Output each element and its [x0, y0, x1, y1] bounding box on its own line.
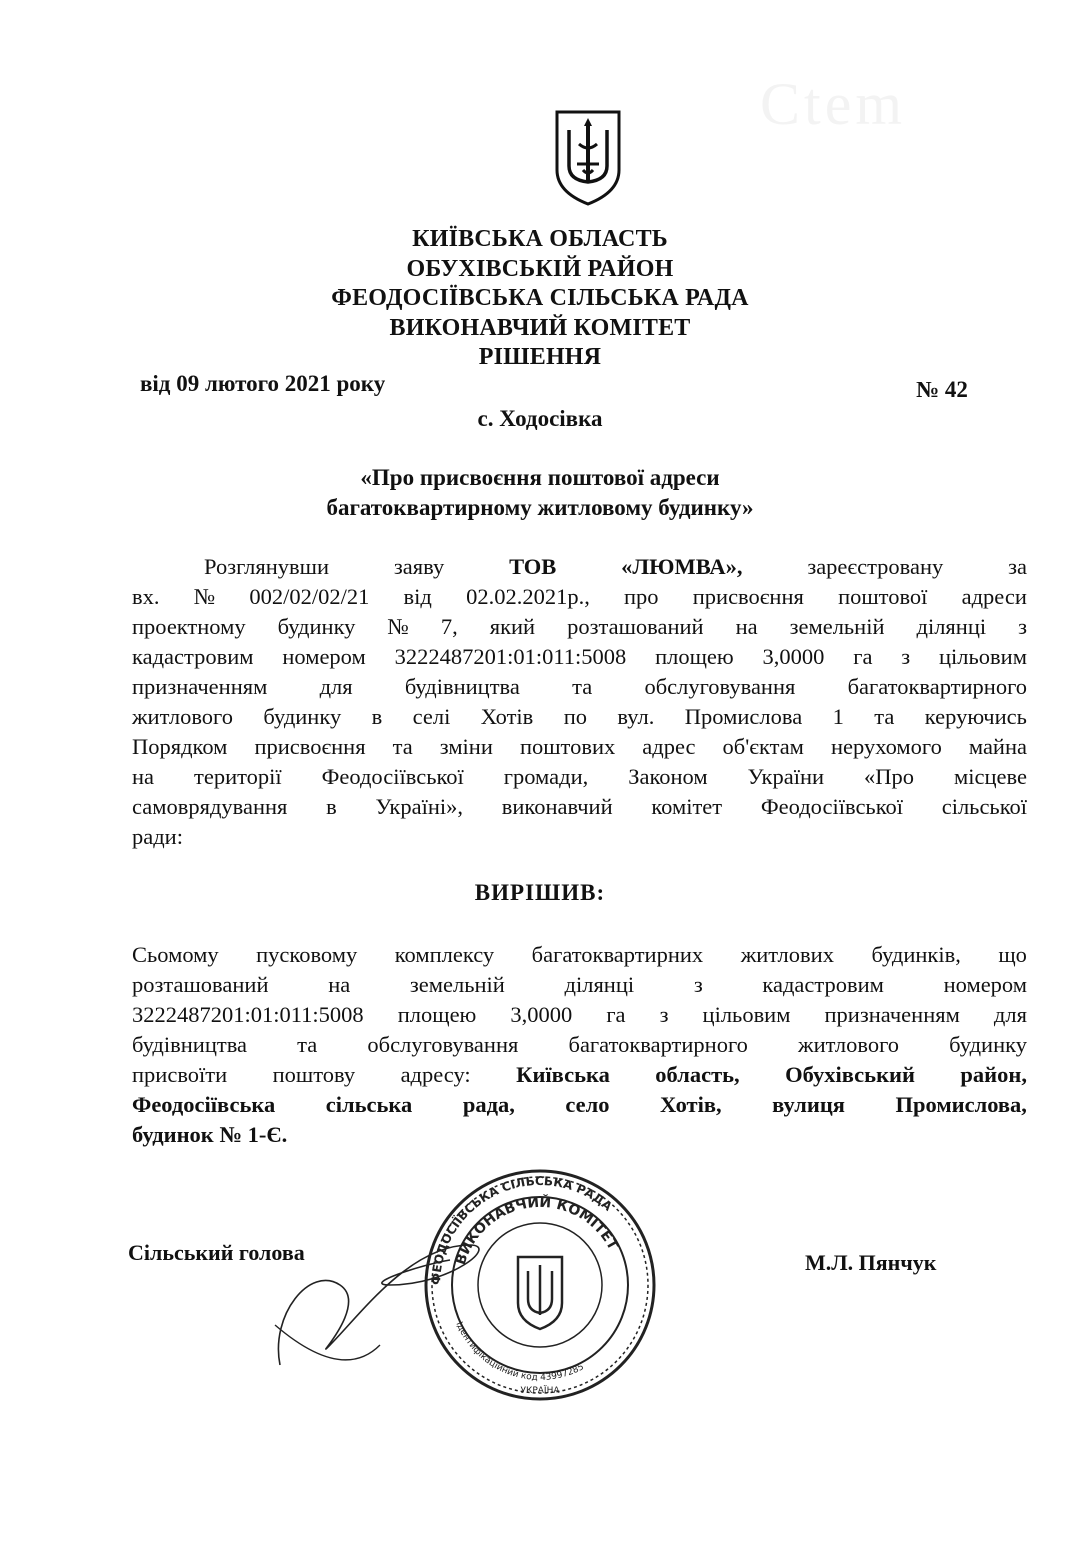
decision-number: № 42	[916, 377, 968, 402]
word: зміни	[439, 734, 493, 759]
decision-place: с. Ходосівка	[477, 406, 603, 431]
word: Феодосіївської	[760, 794, 903, 819]
resolution-paragraph	[132, 940, 1027, 1150]
signer-name: М.Л. Пянчук	[805, 1250, 937, 1275]
word: обслуговування	[644, 674, 796, 699]
document-header	[0, 225, 1080, 373]
subject-line: багатоквартирному житловому будинку»	[326, 495, 754, 520]
header-committee: ВИКОНАВЧИЙ КОМІТЕТ	[389, 314, 691, 341]
word: №	[387, 614, 409, 639]
paragraph-line	[132, 1030, 1027, 1060]
word: площею	[397, 1002, 477, 1027]
word: місцеве	[954, 764, 1027, 789]
word: Розглянувши	[204, 554, 330, 579]
word: комплексу	[394, 942, 495, 967]
word: для	[993, 1002, 1027, 1027]
stamp-emblem-icon	[518, 1257, 562, 1329]
word: будинку	[949, 1032, 1027, 1057]
decision-subject	[0, 463, 1080, 523]
word: вулиця	[772, 1092, 845, 1117]
paragraph-line	[132, 762, 1027, 792]
handwritten-signature	[270, 1225, 490, 1375]
word: район,	[960, 1062, 1027, 1087]
word: «ЛЮМВА»,	[621, 554, 743, 579]
word: присвоєння	[692, 584, 804, 609]
header-region: КИЇВСЬКА ОБЛАСТЬ	[412, 226, 668, 252]
word: на	[132, 764, 155, 789]
word: 002/02/02/21	[249, 584, 370, 609]
word: по	[563, 704, 587, 729]
word: земельній	[409, 972, 505, 997]
signer-title: Сільський голова	[128, 1240, 305, 1265]
word: та	[392, 734, 413, 759]
word: селі	[412, 704, 451, 729]
word: самоврядування	[132, 794, 288, 819]
paragraph-line	[132, 970, 1027, 1000]
word: ділянці	[564, 972, 635, 997]
word: 3222487201:01:011:5008	[394, 644, 627, 669]
word: Хотів	[480, 704, 534, 729]
word: поштову	[272, 1062, 356, 1087]
word: область,	[655, 1062, 740, 1087]
word: призначенням	[824, 1002, 960, 1027]
word: земельній	[789, 614, 885, 639]
word: та	[572, 674, 593, 699]
word: будівництва	[132, 1032, 248, 1057]
word: адреси	[961, 584, 1027, 609]
paragraph-line	[132, 582, 1027, 612]
word: розташований	[567, 614, 704, 639]
word: житлових	[740, 942, 834, 967]
word: 3,0000	[762, 644, 825, 669]
word: вул.	[617, 704, 655, 729]
word: що	[998, 942, 1027, 967]
word: призначенням	[132, 674, 268, 699]
word: для	[319, 674, 353, 699]
word: рада,	[462, 1092, 515, 1117]
decision-date: від 09 лютого 2021 року	[140, 371, 386, 396]
word: Промислова	[684, 704, 803, 729]
word: Феодосіївська	[132, 1092, 276, 1117]
word: №	[193, 584, 216, 609]
word: присвоєння	[254, 734, 366, 759]
word: на	[328, 972, 351, 997]
word: площею	[655, 644, 734, 669]
word: адресу:	[400, 1062, 471, 1087]
word: 3222487201:01:011:5008	[132, 1002, 364, 1027]
paragraph-line	[132, 1090, 1027, 1120]
word: сільської	[941, 794, 1027, 819]
header-district: ОБУХІВСЬКІЙ РАЙОН	[406, 255, 674, 282]
word: території	[194, 764, 282, 789]
word: на	[735, 614, 758, 639]
word: житлового	[798, 1032, 900, 1057]
paragraph-line	[132, 1060, 1027, 1090]
word: об'єктам	[722, 734, 804, 759]
word: виконавчий	[501, 794, 613, 819]
header-decision: РІШЕННЯ	[478, 344, 602, 370]
word: «Про	[864, 764, 915, 789]
word: Хотів,	[660, 1092, 722, 1117]
word: житлового	[132, 704, 233, 729]
paragraph-line	[132, 1000, 1027, 1030]
word: нерухомого	[830, 734, 942, 759]
stamp-outer-text: ФЕОДОСІЇВСЬКА СІЛЬСЬКА РАДА	[428, 1173, 615, 1286]
word: кадастровим	[762, 972, 884, 997]
word: зареєстровану	[807, 554, 944, 579]
word: вх.	[132, 584, 160, 609]
paragraph-line	[132, 552, 1027, 582]
word: з	[659, 1002, 669, 1027]
word: цільовим	[939, 644, 1027, 669]
word: з	[1018, 614, 1027, 639]
subject-line: «Про присвоєння поштової адреси	[360, 465, 720, 490]
stamp-code-text: Ідентифікаційний код 43997285	[453, 1320, 586, 1384]
word: в	[326, 794, 337, 819]
word: Промислова,	[895, 1092, 1027, 1117]
word: будинків,	[871, 942, 961, 967]
word: Порядком	[132, 734, 228, 759]
paragraph-line	[132, 642, 1027, 672]
paragraph-line	[132, 732, 1027, 762]
coat-of-arms-icon	[553, 108, 623, 208]
word: номером	[282, 644, 366, 669]
stamp-inner-text: ВИКОНАВЧИЙ КОМІТЕТ	[452, 1194, 621, 1267]
word: адрес	[642, 734, 696, 759]
paragraph-line: будинок № 1-Є.	[132, 1122, 288, 1147]
word: багатоквартирного	[847, 674, 1027, 699]
word: пусковому	[256, 942, 358, 967]
word: від	[403, 584, 432, 609]
word: комітет	[651, 794, 723, 819]
word: га	[853, 644, 873, 669]
word: будинку	[277, 614, 356, 639]
word: кадастровим	[132, 644, 254, 669]
word: поштової	[838, 584, 928, 609]
paragraph-line	[132, 940, 1027, 970]
paragraph-line	[132, 672, 1027, 702]
word: ділянці	[916, 614, 987, 639]
word: Україні»,	[375, 794, 464, 819]
word: громади,	[503, 764, 589, 789]
decided-heading: ВИРІШИВ:	[474, 880, 606, 905]
word: за	[1008, 554, 1027, 579]
word: з	[901, 644, 911, 669]
word: будинку	[263, 704, 342, 729]
word: 02.02.2021р.,	[466, 584, 590, 609]
word: та	[297, 1032, 318, 1057]
word: Феодосіївської	[321, 764, 464, 789]
word: який	[489, 614, 536, 639]
paragraph-line	[132, 792, 1027, 822]
word: проектному	[132, 614, 246, 639]
stamp-country-text: УКРАЇНА	[520, 1386, 560, 1396]
word: та	[874, 704, 895, 729]
word: про	[624, 584, 659, 609]
word: 3,0000	[510, 1002, 573, 1027]
word: поштових	[519, 734, 616, 759]
word: 7,	[440, 614, 458, 639]
paragraph-line	[132, 612, 1027, 642]
word: заяву	[393, 554, 445, 579]
word: України	[747, 764, 825, 789]
word: цільовим	[702, 1002, 791, 1027]
preamble-paragraph	[132, 552, 1027, 852]
word: номером	[943, 972, 1027, 997]
word: Сьомому	[132, 942, 219, 967]
header-council: ФЕОДОСІЇВСЬКА СІЛЬСЬКА РАДА	[331, 285, 749, 311]
word: багатоквартирного	[568, 1032, 748, 1057]
word: з	[693, 972, 703, 997]
watermark-text: Ctem	[760, 71, 906, 137]
word: багатоквартирних	[531, 942, 704, 967]
word: майна	[968, 734, 1027, 759]
word: будівництва	[404, 674, 520, 699]
word: село	[565, 1092, 610, 1117]
word: ТОВ	[509, 554, 557, 579]
word: сільська	[325, 1092, 413, 1117]
word: в	[371, 704, 383, 729]
word: керуючись	[924, 704, 1027, 729]
paragraph-line	[132, 702, 1027, 732]
word: га	[606, 1002, 626, 1027]
word: 1	[832, 704, 844, 729]
word: Київська	[516, 1062, 610, 1087]
word: Обухівський	[785, 1062, 915, 1087]
word: розташований	[132, 972, 269, 997]
word: присвоїти	[132, 1062, 228, 1087]
word: Законом	[628, 764, 708, 789]
word: обслуговування	[367, 1032, 519, 1057]
paragraph-line: ради:	[132, 824, 183, 849]
